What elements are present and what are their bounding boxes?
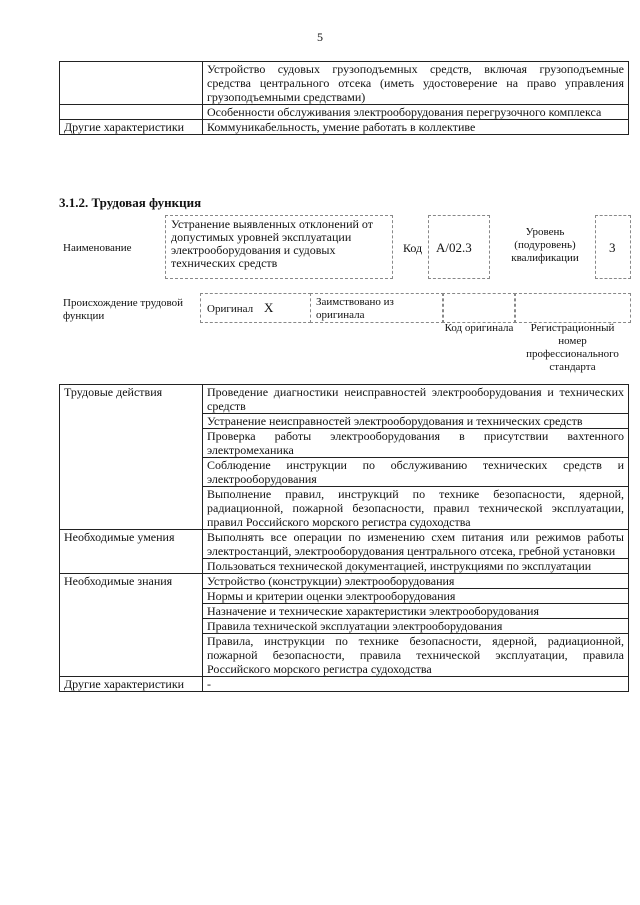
table-cell: Устройство (конструкции) электрооборудования xyxy=(203,574,629,589)
table-row xyxy=(60,62,629,105)
row-label xyxy=(60,105,203,120)
table-cell: Правила технической эксплуатации электрооборудования xyxy=(203,619,629,634)
top-characteristics-table xyxy=(59,61,629,135)
table-cell: Проведение диагностики неисправностей электрооборудования и технических средств xyxy=(203,385,629,414)
row-label: Другие характеристики xyxy=(60,120,203,135)
table-row xyxy=(60,574,629,589)
row-label xyxy=(60,62,203,105)
group-label-skills: Необходимые умения xyxy=(60,530,203,574)
code-label: Код xyxy=(403,241,423,255)
name-label: Наименование xyxy=(63,242,132,254)
name-value: Устранение выявленных отклонений от допустимых уровней эксплуатации электрооборудования и судовых технических средств xyxy=(171,217,373,270)
level-label: Уровень (подуровень) квалификации xyxy=(511,226,579,264)
table-cell: Особенности обслуживания электрооборудования перегрузочного комплекса xyxy=(203,105,629,120)
reg-number-caption: Регистрационный номер профессионального стандарта xyxy=(526,322,619,373)
table-cell: Назначение и технические характеристики электрооборудования xyxy=(203,604,629,619)
table-row xyxy=(60,105,629,120)
reg-number-box xyxy=(514,293,631,323)
table-row xyxy=(60,385,629,414)
group-label-knowledge: Необходимые знания xyxy=(60,574,203,677)
table-cell: Выполнять все операции по изменению схем питания или режимов работы электростанций, электрооборудования центрального отсека, гребной установки xyxy=(203,530,629,559)
table-cell: Устройство судовых грузоподъемных средств, включая грузоподъемные средства центрального отсека (иметь удостоверение на право управления грузоподъемными средствами) xyxy=(203,62,629,105)
function-details-table xyxy=(59,384,629,692)
table-cell: Пользоваться технической документацией, инструкциями по эксплуатации xyxy=(203,559,629,574)
table-cell: Нормы и критерии оценки электрооборудования xyxy=(203,589,629,604)
original-label: Оригинал xyxy=(207,303,254,315)
group-label-actions: Трудовые действия xyxy=(60,385,203,530)
borrowed-label: Заимствовано из оригинала xyxy=(316,296,394,321)
table-row xyxy=(60,120,629,135)
table-cell: Проверка работы электрооборудования в присутствии вахтенного электромеханика xyxy=(203,429,629,458)
level-value: 3 xyxy=(609,240,616,255)
table-cell: Соблюдение инструкции по обслуживанию технических средств и электрооборудования xyxy=(203,458,629,487)
table-cell: Правила, инструкции по технике безопасности, ядерной, радиационной, пожарной безопасности, правила технической эксплуатации, правила Российского морского регистра судоходства xyxy=(203,634,629,677)
code-original-caption: Код оригинала xyxy=(444,322,514,334)
function-title: 3.1.2. Трудовая функция xyxy=(59,195,202,210)
table-cell: Выполнение правил, инструкций по технике безопасности, ядерной, радиационной, пожарной безопасности, правил технической эксплуатации, правил Российского морского регистра судоходства xyxy=(203,487,629,530)
origin-label: Происхождение трудовой функции xyxy=(63,297,184,322)
table-row xyxy=(60,530,629,559)
table-row xyxy=(60,677,629,692)
original-mark: X xyxy=(264,300,274,315)
code-value: A/02.3 xyxy=(436,240,472,255)
group-label-other: Другие характеристики xyxy=(60,677,203,692)
table-cell: Устранение неисправностей электрооборудования и технических средств xyxy=(203,414,629,429)
code-original-box xyxy=(442,293,516,323)
table-cell: Коммуникабельность, умение работать в коллективе xyxy=(203,120,629,135)
page-number: 5 xyxy=(317,30,323,44)
table-cell: - xyxy=(203,677,629,692)
